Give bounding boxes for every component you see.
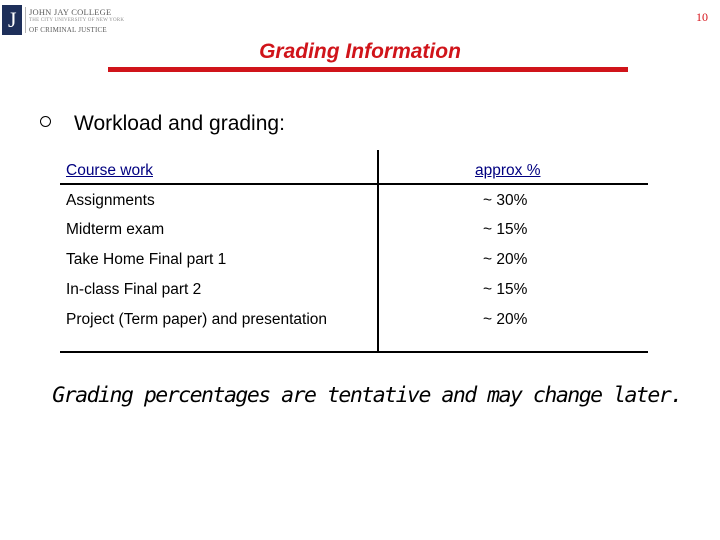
table-row <box>60 214 648 244</box>
percent-cell: ~ 20% <box>378 304 648 352</box>
percent-cell: ~ 15% <box>483 281 528 298</box>
logo-text-line-3: OF CRIMINAL JUSTICE <box>29 26 107 34</box>
course-cell: Assignments <box>60 184 378 214</box>
course-cell: Project (Term paper) and presentation <box>60 304 378 352</box>
table-row <box>60 274 648 304</box>
bullet-text: Workload and grading: <box>74 112 285 135</box>
logo-text-line-1: JOHN JAY COLLEGE <box>29 7 112 17</box>
bullet-item <box>40 112 285 136</box>
percent-cell: ~ 20% <box>483 251 528 268</box>
slide-title: Grading Information <box>259 40 461 63</box>
bullet-icon <box>40 116 51 127</box>
percent-cell: ~ 30% <box>483 192 528 209</box>
page-number: 10 <box>696 10 708 24</box>
logo-mark: J <box>8 7 17 32</box>
percent-cell: ~ 15% <box>483 221 528 238</box>
college-logo <box>0 5 125 35</box>
column-header-course-work: Course work <box>60 150 378 184</box>
title-underline <box>108 67 628 72</box>
grading-table <box>60 150 648 353</box>
table-row <box>60 304 648 352</box>
table-header-row <box>60 150 648 184</box>
logo-divider <box>25 7 26 33</box>
course-cell: Take Home Final part 1 <box>60 244 378 274</box>
column-header-approx-percent: approx % <box>378 150 648 184</box>
table-row <box>60 184 648 214</box>
logo-text-line-2: THE CITY UNIVERSITY OF NEW YORK <box>29 18 125 23</box>
grading-note: Grading percentages are tentative and may change later. <box>52 383 682 408</box>
course-cell: Midterm exam <box>60 214 378 244</box>
table-row <box>60 244 648 274</box>
course-cell: In-class Final part 2 <box>60 274 378 304</box>
logo-block <box>2 5 22 35</box>
